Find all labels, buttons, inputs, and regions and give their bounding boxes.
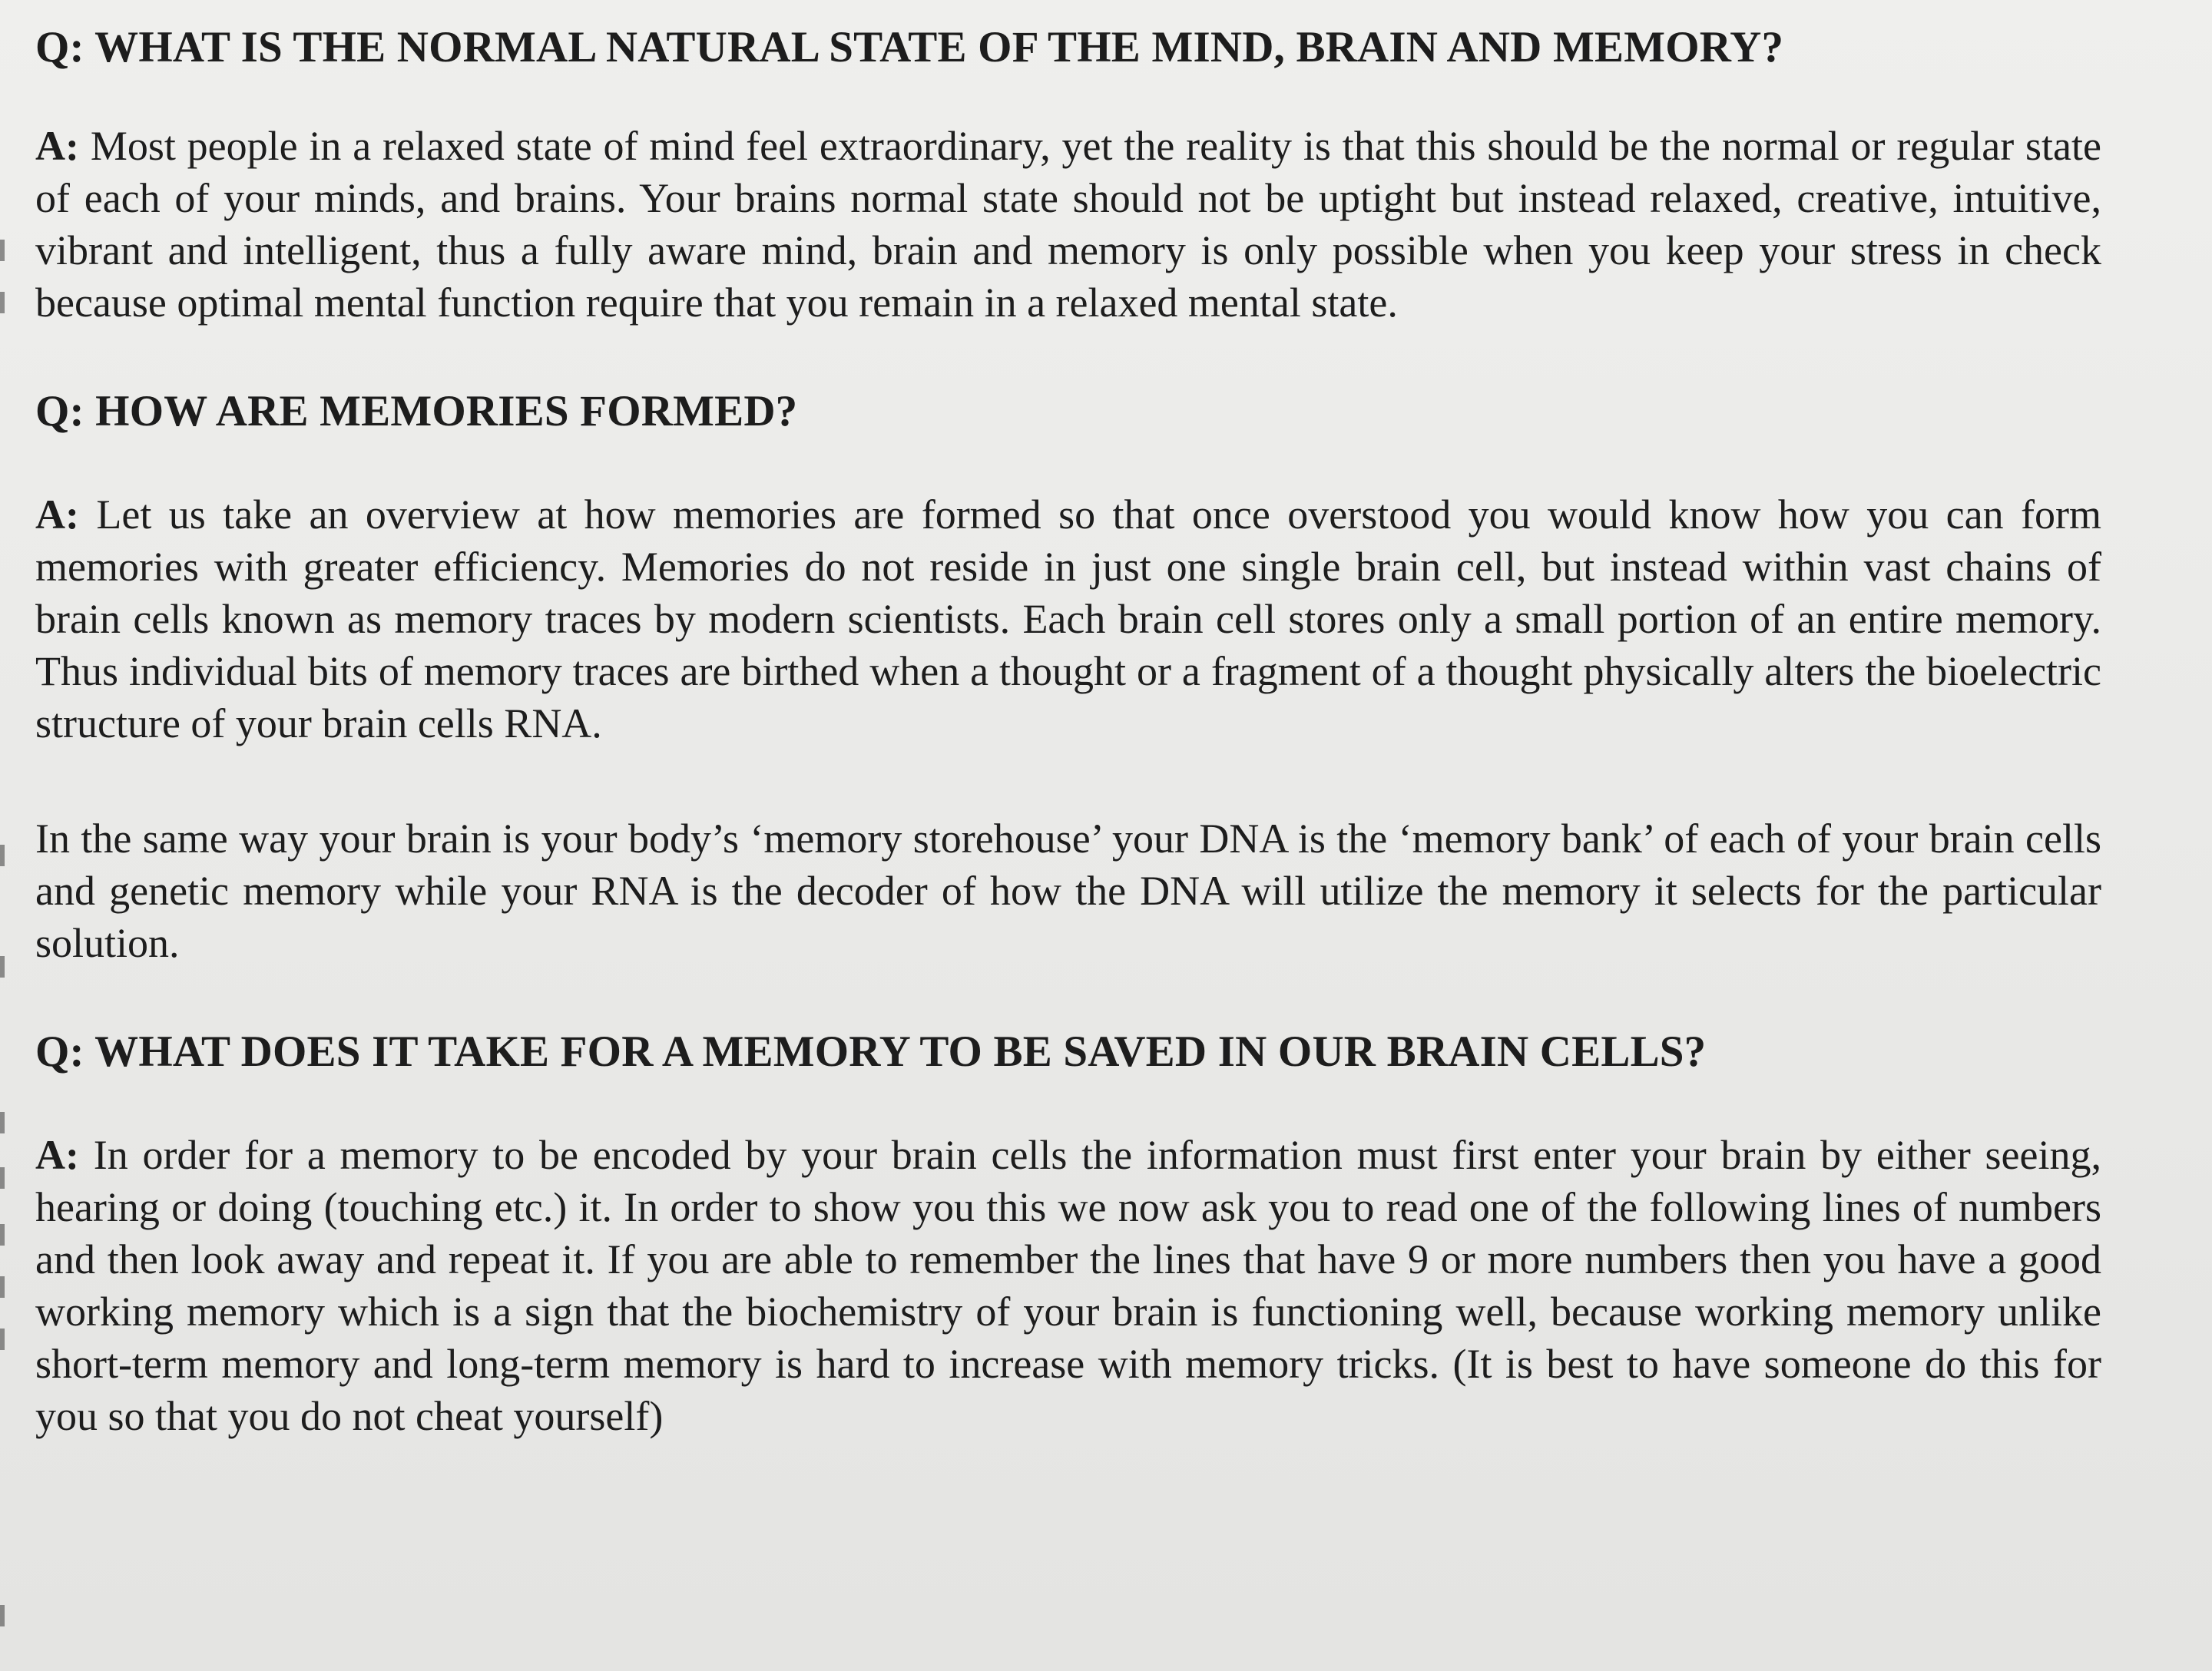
question-heading: Q: WHAT DOES IT TAKE FOR A MEMORY TO BE SAVED IN OUR BRAIN CELLS?	[35, 1027, 1707, 1076]
question-heading: Q: WHAT IS THE NORMAL NATURAL STATE OF THE MIND, BRAIN AND MEMORY?	[35, 23, 1784, 71]
margin-mark	[0, 1276, 5, 1298]
margin-mark	[0, 240, 5, 261]
answer-paragraph	[35, 120, 2101, 329]
margin-mark	[0, 1112, 5, 1133]
margin-mark	[0, 1605, 5, 1626]
margin-mark	[0, 1224, 5, 1246]
margin-mark	[0, 1167, 5, 1189]
margin-mark	[0, 292, 5, 313]
body-paragraph: In the same way your brain is your body’s ‘memory storehouse’ your DNA is the ‘memory bank’ of each of your brain cells and genetic memory while your RNA is the decoder of how the DNA will utilize the memory it selects for the particular solution.	[35, 816, 2101, 966]
answer-label: A:	[35, 123, 79, 169]
answer-paragraph	[35, 488, 2101, 749]
question-heading: Q: HOW ARE MEMORIES FORMED?	[35, 387, 798, 435]
margin-mark	[0, 1329, 5, 1350]
answer-label: A:	[35, 491, 79, 538]
margin-mark	[0, 956, 5, 978]
answer-paragraph	[35, 1129, 2101, 1442]
document-body	[35, 20, 2101, 1442]
answer-text: Let us take an overview at how memories are formed so that once overstood you would know how you can form memories with greater efficiency. Memories do not reside in just one single brain cell, but instead within vast chains of brain cells known as memory traces by modern scientists. Each brain cell stores only a small portion of an entire memory. Thus individual bits of memory traces are birthed when a thought or a fragment of a thought physically alters the bioelectric structure of your brain cells RNA.	[35, 491, 2101, 746]
answer-label: A:	[35, 1132, 79, 1178]
margin-mark	[0, 845, 5, 866]
answer-text: Most people in a relaxed state of mind feel extraordinary, yet the reality is that this should be the normal or regular state of each of your minds, and brains. Your brains normal state should not be uptight but instead relaxed, creative, intuitive, vibrant and intelligent, thus a fully aware mind, brain and memory is only possible when you keep your stress in check because optimal mental function require that you remain in a relaxed mental state.	[35, 123, 2102, 326]
answer-text: In order for a memory to be encoded by your brain cells the information must first enter your brain by either seeing, hearing or doing (touching etc.) it. In order to show you this we now ask you to read one of the following lines of numbers and then look away and repeat it. If you are able to remember the lines that have 9 or more numbers then you have a good working memory which is a sign that the biochemistry of your brain is functioning well, because working memory unlike short-term memory and long-term memory is hard to increase with memory tricks. (It is best to have someone do this for you so that you do not cheat yourself)	[35, 1132, 2101, 1439]
